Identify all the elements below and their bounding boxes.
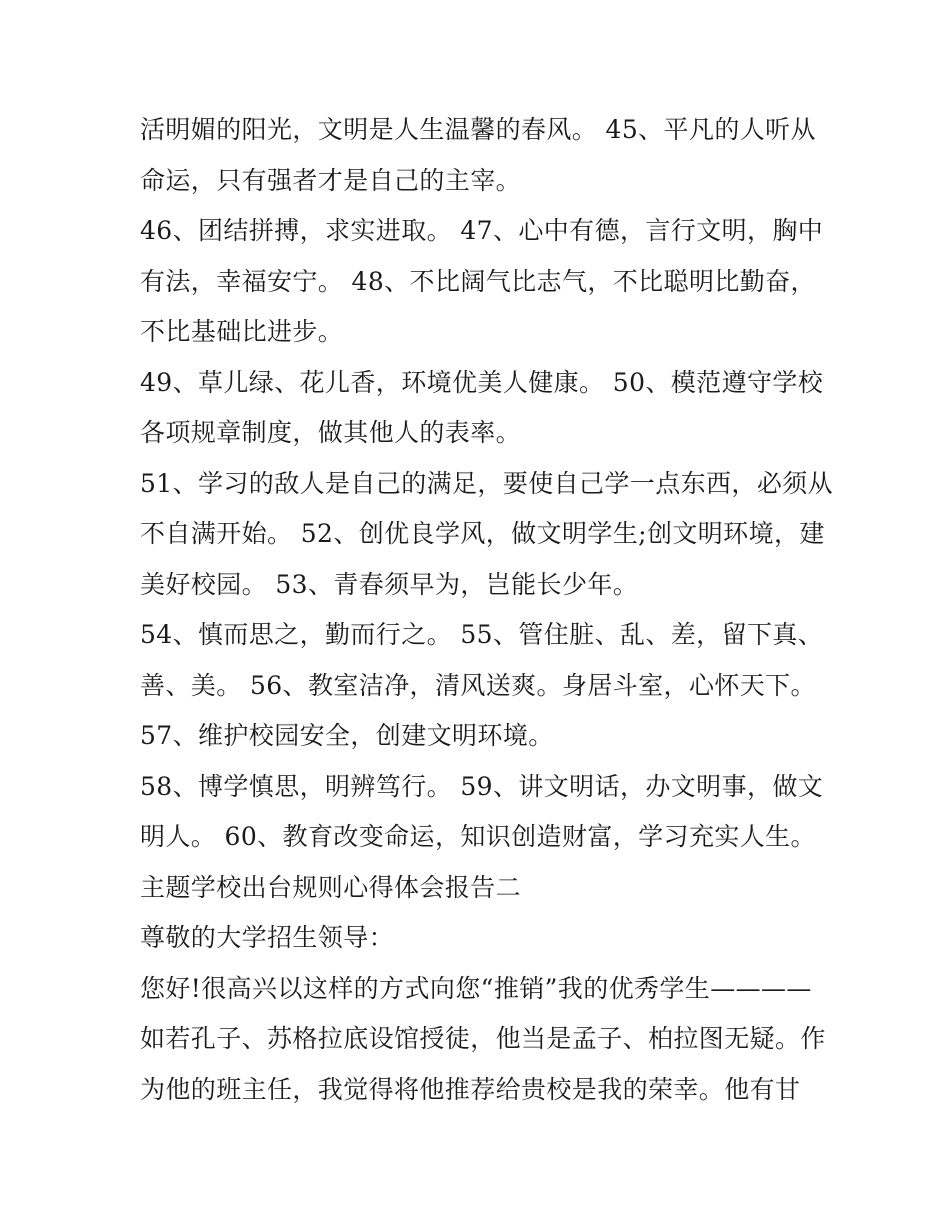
letter-salutation: 尊敬的大学招生领导： bbox=[140, 923, 395, 952]
text-line: 49、草儿绿、花儿香，环境优美人健康。 50、模范遵守学校 bbox=[140, 367, 824, 397]
text-line: 美好校园。 53、青春须早为，岂能长少年。 bbox=[140, 569, 639, 599]
text-line: 不比基础比进步。 bbox=[140, 317, 344, 346]
text-line: 有法，幸福安宁。 48、不比阔气比志气，不比聪明比勤奋， bbox=[140, 266, 816, 296]
text-line: 您好!很高兴以这样的方式向您“推销”我的优秀学生———— bbox=[140, 973, 812, 1003]
text-line: 为他的班主任，我觉得将他推荐给贵校是我的荣幸。他有甘 bbox=[140, 1074, 801, 1104]
text-line: 活明媚的阳光，文明是人生温馨的春风。 45、平凡的人听从 bbox=[140, 115, 816, 144]
text-line: 46、团结拼搏，求实进取。 47、心中有德，言行文明，胸中 bbox=[140, 216, 824, 245]
text-line: 不自满开始。 52、创优良学风，做文明学生;创文明环境，建 bbox=[140, 519, 825, 548]
document-body bbox=[140, 108, 834, 1118]
text-line: 明人。 60、教育改变命运，知识创造财富，学习充实人生。 bbox=[140, 822, 816, 851]
text-line: 58、博学慎思，明辨笃行。 59、讲文明话，办文明事，做文 bbox=[140, 771, 824, 801]
text-line: 57、维护校园安全，创建文明环境。 bbox=[140, 721, 554, 750]
text-line: 如若孔子、苏格拉底设馆授徒，他当是孟子、柏拉图无疑。作 bbox=[140, 1024, 826, 1053]
section-heading: 主题学校出台规则心得体会报告二 bbox=[140, 872, 522, 902]
text-line: 命运，只有强者才是自己的主宰。 bbox=[140, 165, 522, 195]
text-line: 善、美。 56、教室洁净，清风送爽。身居斗室，心怀天下。 bbox=[140, 670, 816, 700]
text-line: 各项规章制度，做其他人的表率。 bbox=[140, 418, 522, 447]
text-line: 51、学习的敌人是自己的满足，要使自己学一点东西，必须从 bbox=[140, 468, 834, 498]
text-line: 54、慎而思之，勤而行之。 55、管住脏、乱、差，留下真、 bbox=[140, 620, 824, 649]
